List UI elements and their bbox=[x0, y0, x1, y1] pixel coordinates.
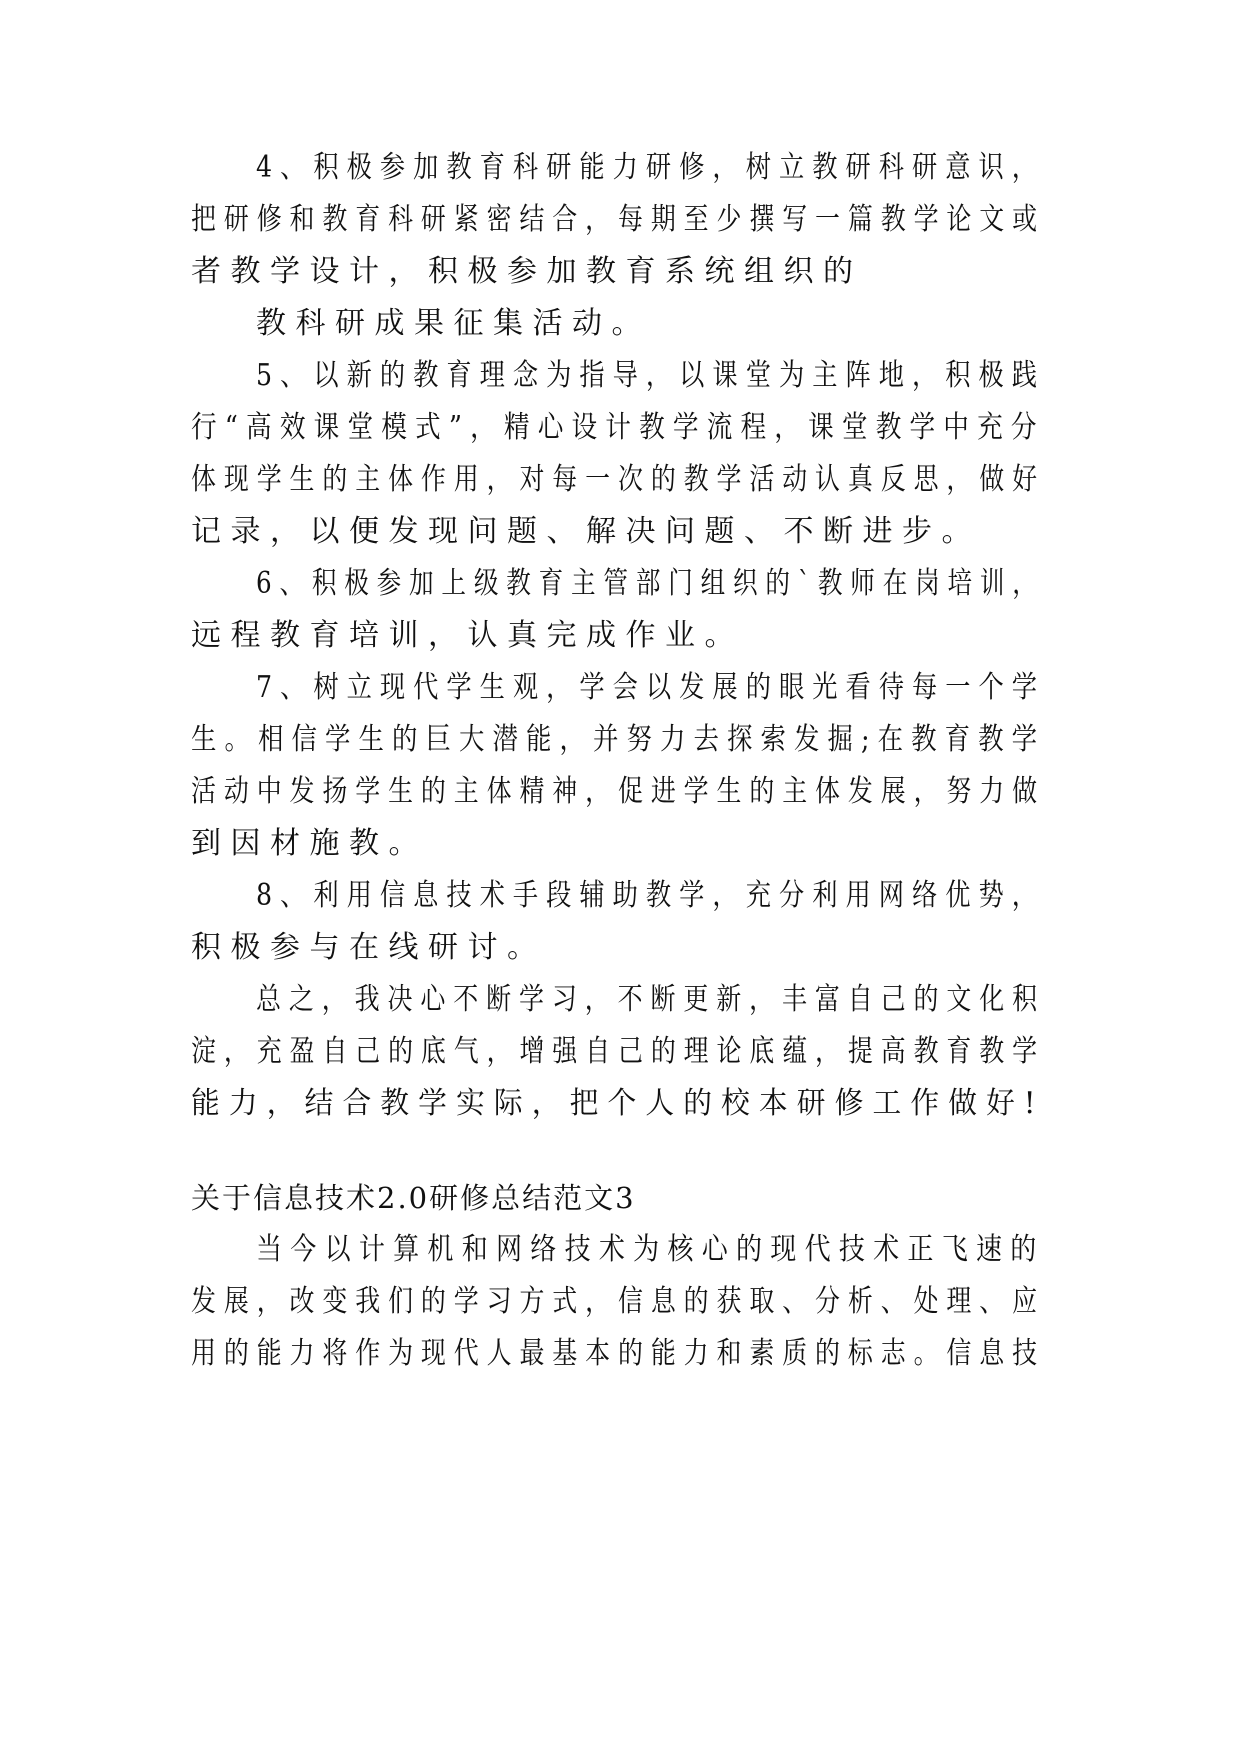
paragraph-line: 者教学设计，积极参加教育系统组织的 bbox=[191, 254, 863, 289]
paragraph-line: 当今以计算机和网络技术为核心的现代技术正飞速的 bbox=[256, 1232, 1045, 1267]
paragraph-line: 用的能力将作为现代人最基本的能力和素质的标志。信息技 bbox=[191, 1336, 1045, 1371]
section-heading: 关于信息技术2.0研修总结范文3 bbox=[191, 1181, 636, 1215]
paragraph-line: 能力，结合教学实际，把个人的校本研修工作做好! bbox=[191, 1086, 1045, 1121]
paragraph-line: 4、积极参加教育科研能力研修，树立教研科研意识， bbox=[256, 150, 1046, 185]
paragraph-line: 把研修和教育科研紧密结合，每期至少撰写一篇教学论文或 bbox=[191, 202, 1045, 237]
paragraph-line: 记录，以便发现问题、解决问题、不断进步。 bbox=[191, 514, 981, 549]
paragraph-line: 总之，我决心不断学习，不断更新，丰富自己的文化积 bbox=[256, 982, 1046, 1017]
paragraph-line: 7、树立现代学生观，学会以发展的眼光看待每一个学 bbox=[256, 670, 1046, 705]
paragraph-line: 发展，改变我们的学习方式，信息的获取、分析、处理、应 bbox=[191, 1284, 1045, 1319]
paragraph-line: 8、利用信息技术手段辅助教学，充分利用网络优势， bbox=[256, 878, 1046, 913]
paragraph-line: 体现学生的主体作用，对每一次的教学活动认真反思，做好 bbox=[191, 462, 1045, 497]
paragraph-line: 淀，充盈自己的底气，增强自己的理论底蕴，提高教育教学 bbox=[191, 1034, 1045, 1069]
paragraph-line: 5、以新的教育理念为指导，以课堂为主阵地，积极践 bbox=[256, 358, 1046, 393]
paragraph-line: 到因材施教。 bbox=[191, 826, 428, 861]
paragraph-line: 远程教育培训，认真完成作业。 bbox=[191, 618, 744, 653]
paragraph-line: 6、积极参加上级教育主管部门组织的`教师在岗培训， bbox=[256, 566, 1045, 601]
paragraph-line: 行“高效课堂模式”，精心设计教学流程，课堂教学中充分 bbox=[191, 410, 1045, 445]
paragraph-line: 教科研成果征集活动。 bbox=[256, 306, 651, 341]
paragraph-line: 活动中发扬学生的主体精神，促进学生的主体发展，努力做 bbox=[191, 774, 1045, 809]
paragraph-line: 生。相信学生的巨大潜能，并努力去探索发掘;在教育教学 bbox=[191, 722, 1046, 757]
paragraph-line: 积极参与在线研讨。 bbox=[191, 930, 547, 965]
